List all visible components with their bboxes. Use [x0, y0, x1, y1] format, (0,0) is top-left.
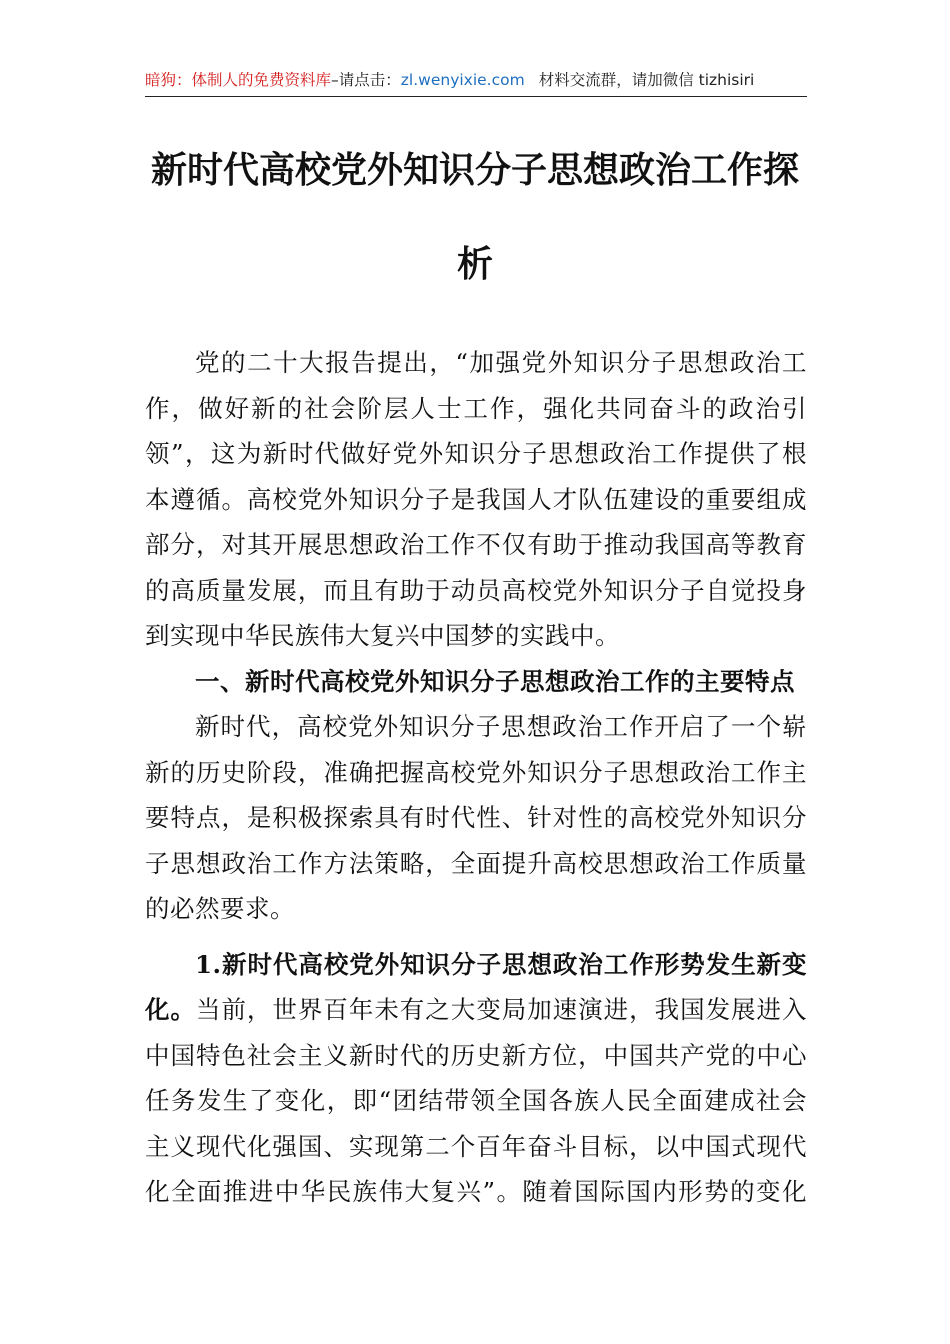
intro-line: 的高质量发展，而且有助于动员高校党外知识分子自觉投身 [145, 575, 807, 605]
point-1-lead-end: 化。 [145, 995, 196, 1024]
header-url-link[interactable]: zl.wenyixie.com [400, 71, 525, 89]
document-title-line-1: 新时代高校党外知识分子思想政治工作探 [150, 149, 799, 191]
section-1-line: 的必然要求。 [145, 894, 295, 923]
point-1-line-2 [145, 987, 807, 1033]
header-site-name: 暗狗：体制人的免费资料库 [145, 71, 332, 89]
header-wechat-note: 材料交流群，请加微信 tizhisiri [538, 71, 755, 89]
point-1-line: 主义现代化强国、实现第二个百年奋斗目标，以中国式现代 [145, 1131, 807, 1161]
section-1-line: 子思想政治工作方法策略，全面提升高校思想政治工作质量 [145, 848, 807, 878]
header-click-prompt: –请点击： [331, 71, 401, 89]
intro-line: 到实现中华民族伟大复兴中国梦的实践中。 [145, 621, 620, 650]
section-1-heading: 一、新时代高校党外知识分子思想政治工作的主要特点 [195, 666, 795, 696]
document-title-line-2: 析 [456, 243, 493, 285]
point-1-line: 任务发生了变化，即“团结带领全国各族人民全面建成社会 [145, 1086, 807, 1115]
section-1-line: 新的历史阶段，准确把握高校党外知识分子思想政治工作主 [145, 757, 807, 787]
intro-line: 本遵循。高校党外知识分子是我国人才队伍建设的重要组成 [145, 484, 807, 514]
section-1-line: 要特点，是积极探索具有时代性、针对性的高校党外知识分 [145, 803, 807, 832]
point-1-lead-line: 1.新时代高校党外知识分子思想政治工作形势发生新变 [195, 949, 807, 979]
point-1-line: 化全面推进中华民族伟大复兴”。随着国际国内形势的变化 [145, 1177, 807, 1206]
section-1-line: 新时代，高校党外知识分子思想政治工作开启了一个崭 [195, 712, 807, 741]
intro-line: 作，做好新的社会阶层人士工作，强化共同奋斗的政治引 [145, 393, 807, 423]
page-header [145, 64, 807, 97]
point-1-line-2-text: 当前，世界百年未有之大变局加速演进，我国发展进入 [195, 995, 808, 1024]
intro-line: 党的二十大报告提出，“加强党外知识分子思想政治工 [195, 348, 807, 377]
document-body [145, 340, 807, 1215]
point-1-line: 中国特色社会主义新时代的历史新方位，中国共产党的中心 [145, 1040, 807, 1070]
intro-line: 领”，这为新时代做好党外知识分子思想政治工作提供了根 [145, 439, 807, 468]
intro-line: 部分，对其开展思想政治工作不仅有助于推动我国高等教育 [145, 530, 807, 559]
